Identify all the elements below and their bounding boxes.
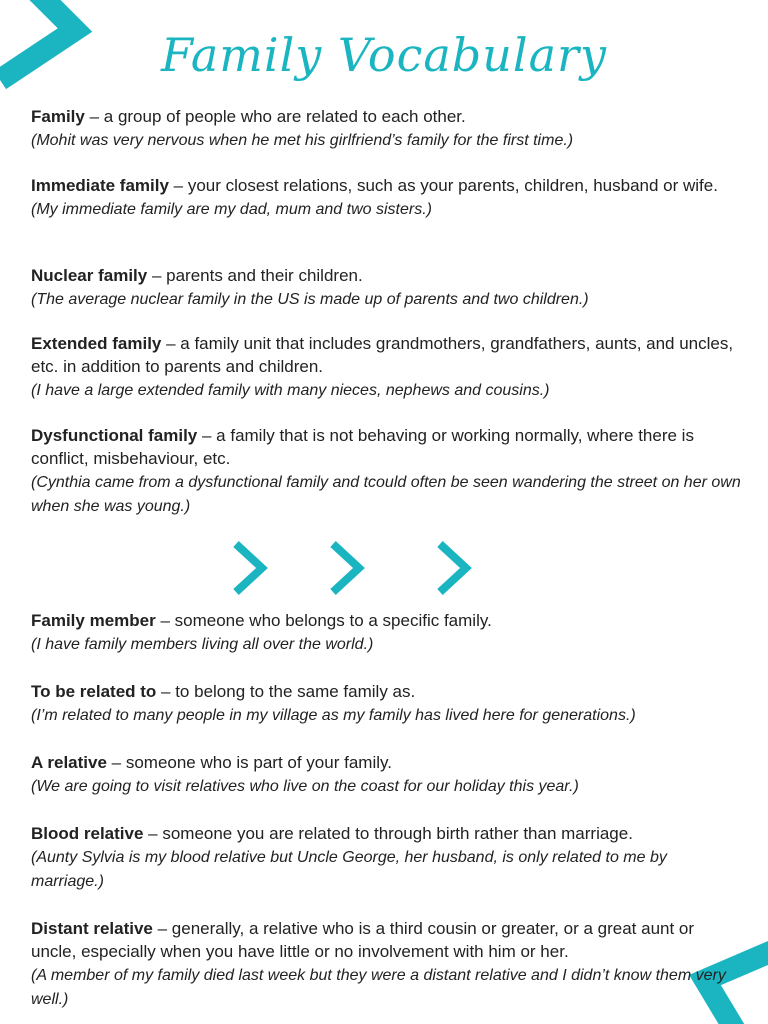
entry-definition: – someone you are related to through birth rather than marriage. [143,824,633,843]
entry-term: Blood relative [31,824,144,843]
entry-example: (Aunty Sylvia is my blood relative but Uncle George, her husband, is only related to me by marriage.) [31,849,667,890]
entry-example: (A member of my family died last week but they were a distant relative and I didn’t know them very well.) [31,967,726,1008]
entry-term: Family member [31,611,156,630]
entry-term: Distant relative [31,919,153,938]
entry-term: Family [31,107,85,126]
entry-example: (I’m related to many people in my village as my family has lived here for generations.) [31,707,636,724]
entry-example: (Mohit was very nervous when he met his girlfriend’s family for the first time.) [31,132,574,149]
chevron-divider [230,540,480,596]
entry-to-be-related-to [31,680,741,727]
entry-blood-relative [31,822,741,893]
entry-definition: – a group of people who are related to each other. [84,107,466,126]
entry-immediate-family [31,174,741,221]
entry-example: (The average nuclear family in the US is made up of parents and two children.) [31,291,589,308]
page-title: Family Vocabulary [161,28,607,82]
chevron-right-icon [440,544,466,592]
entry-term: Nuclear family [31,266,148,285]
entry-extended-family [31,332,741,402]
entry-example: (Cynthia came from a dysfunctional family and tcould often be seen wandering the street on her own when she was young.) [31,474,741,515]
chevron-right-icon [333,544,359,592]
entry-definition: – someone who is part of your family. [106,753,392,772]
entry-definition: – to belong to the same family as. [156,682,416,701]
entry-example: (My immediate family are my dad, mum and two sisters.) [31,201,432,218]
entry-term: A relative [31,753,107,772]
entry-example: (We are going to visit relatives who live on the coast for our holiday this year.) [31,778,579,795]
entry-nuclear-family [31,264,741,311]
entry-definition: – generally, a relative who is a third cousin or greater, or a great aunt or uncle, especially when you have little or no involvement with him or her. [31,919,695,961]
entry-definition: – someone who belongs to a specific family. [155,611,492,630]
entry-example: (I have family members living all over the world.) [31,636,374,653]
chevron-right-icon [236,544,262,592]
entry-a-relative [31,751,741,798]
entry-term: Immediate family [31,176,169,195]
entry-definition: – parents and their children. [147,266,363,285]
entry-definition: – a family unit that includes grandmothers, grandfathers, aunts, and uncles, etc. in addition to parents and children. [31,334,734,376]
entry-distant-relative [31,917,741,1011]
entry-definition: – your closest relations, such as your parents, children, husband or wife. [168,176,718,195]
entry-term: To be related to [31,682,157,701]
entry-family [31,105,741,152]
entry-term: Dysfunctional family [31,426,198,445]
entry-dysfunctional-family [31,424,741,518]
entry-example: (I have a large extended family with many nieces, nephews and cousins.) [31,382,550,399]
entry-term: Extended family [31,334,162,353]
entry-family-member [31,609,741,656]
entry-definition: – a family that is not behaving or working normally, where there is conflict, misbehaviour, etc. [31,426,694,468]
